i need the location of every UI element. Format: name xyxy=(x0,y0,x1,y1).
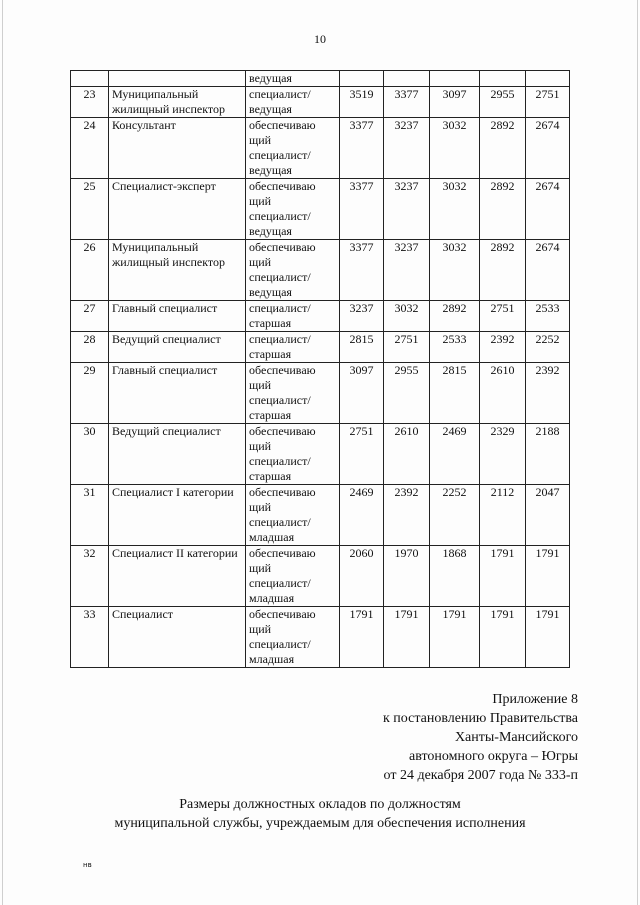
salary-value-cell xyxy=(480,71,526,87)
category-cell: ведущая xyxy=(246,71,340,87)
table-row xyxy=(71,179,570,240)
salary-value-cell: 2060 xyxy=(340,546,384,607)
salary-value-cell: 3032 xyxy=(430,118,480,179)
category-cell: обеспечиваю щий специалист/ ведущая xyxy=(246,118,340,179)
salary-value-cell: 2674 xyxy=(526,179,570,240)
position-cell: Ведущий специалист xyxy=(109,332,246,363)
category-cell: обеспечиваю щий специалист/ младшая xyxy=(246,546,340,607)
salary-table xyxy=(70,70,570,668)
table-row xyxy=(71,546,570,607)
table-row xyxy=(71,71,570,87)
salary-value-cell: 2955 xyxy=(384,363,430,424)
salary-value-cell: 2892 xyxy=(480,118,526,179)
appendix-line: автономного округа – Югры xyxy=(409,749,578,764)
salary-value-cell xyxy=(430,71,480,87)
salary-value-cell: 3377 xyxy=(384,87,430,118)
salary-value-cell: 1791 xyxy=(384,607,430,668)
salary-value-cell: 3377 xyxy=(340,240,384,301)
appendix-header xyxy=(383,690,578,785)
salary-value-cell: 2047 xyxy=(526,485,570,546)
position-cell: Главный специалист xyxy=(109,363,246,424)
title-line: Размеры должностных окладов по должностям xyxy=(179,797,461,812)
salary-value-cell xyxy=(526,71,570,87)
salary-value-cell: 3237 xyxy=(384,179,430,240)
salary-value-cell: 2610 xyxy=(480,363,526,424)
table-row xyxy=(71,118,570,179)
salary-value-cell: 1791 xyxy=(526,546,570,607)
salary-value-cell: 2252 xyxy=(430,485,480,546)
row-number-cell: 24 xyxy=(71,118,109,179)
salary-value-cell: 2188 xyxy=(526,424,570,485)
salary-value-cell: 2892 xyxy=(430,301,480,332)
table-row xyxy=(71,332,570,363)
table-row xyxy=(71,485,570,546)
salary-value-cell: 2751 xyxy=(340,424,384,485)
salary-value-cell: 1970 xyxy=(384,546,430,607)
salary-value-cell: 3032 xyxy=(430,240,480,301)
salary-value-cell: 3097 xyxy=(340,363,384,424)
footer-mark: нв xyxy=(83,861,92,869)
salary-value-cell: 2469 xyxy=(430,424,480,485)
salary-value-cell: 3519 xyxy=(340,87,384,118)
salary-value-cell: 3237 xyxy=(340,301,384,332)
salary-value-cell: 1868 xyxy=(430,546,480,607)
position-cell: Специалист I категории xyxy=(109,485,246,546)
row-number-cell: 29 xyxy=(71,363,109,424)
category-cell: специалист/ старшая xyxy=(246,332,340,363)
salary-value-cell: 2252 xyxy=(526,332,570,363)
appendix-line: Приложение 8 xyxy=(492,692,578,707)
page-edge-right xyxy=(637,0,638,905)
table-row xyxy=(71,424,570,485)
row-number-cell: 23 xyxy=(71,87,109,118)
row-number-cell xyxy=(71,71,109,87)
row-number-cell: 27 xyxy=(71,301,109,332)
salary-value-cell: 1791 xyxy=(480,546,526,607)
salary-value-cell: 2392 xyxy=(526,363,570,424)
table-row xyxy=(71,240,570,301)
salary-value-cell: 2392 xyxy=(384,485,430,546)
row-number-cell: 25 xyxy=(71,179,109,240)
salary-value-cell: 2751 xyxy=(480,301,526,332)
salary-value-cell: 3032 xyxy=(430,179,480,240)
salary-value-cell: 2892 xyxy=(480,240,526,301)
salary-value-cell: 2112 xyxy=(480,485,526,546)
salary-value-cell: 2892 xyxy=(480,179,526,240)
salary-value-cell: 2392 xyxy=(480,332,526,363)
row-number-cell: 30 xyxy=(71,424,109,485)
position-cell: Специалист-эксперт xyxy=(109,179,246,240)
salary-value-cell: 1791 xyxy=(480,607,526,668)
position-cell: Муниципальный жилищный инспектор xyxy=(109,87,246,118)
salary-value-cell: 3237 xyxy=(384,118,430,179)
salary-value-cell: 3097 xyxy=(430,87,480,118)
row-number-cell: 28 xyxy=(71,332,109,363)
salary-value-cell: 2533 xyxy=(526,301,570,332)
salary-value-cell: 3377 xyxy=(340,179,384,240)
salary-value-cell xyxy=(384,71,430,87)
position-cell: Муниципальный жилищный инспектор xyxy=(109,240,246,301)
position-cell: Специалист II категории xyxy=(109,546,246,607)
salary-value-cell: 3237 xyxy=(384,240,430,301)
row-number-cell: 33 xyxy=(71,607,109,668)
salary-value-cell: 2751 xyxy=(526,87,570,118)
salary-value-cell: 2955 xyxy=(480,87,526,118)
page-number: 10 xyxy=(314,32,326,46)
title-line: муниципальной службы, учреждаемым для обеспечения исполнения xyxy=(114,816,526,831)
salary-value-cell: 1791 xyxy=(526,607,570,668)
salary-value-cell: 2329 xyxy=(480,424,526,485)
position-cell: Ведущий специалист xyxy=(109,424,246,485)
salary-value-cell: 1791 xyxy=(430,607,480,668)
table-row xyxy=(71,607,570,668)
appendix-line: к постановлению Правительства xyxy=(382,711,578,726)
row-number-cell: 32 xyxy=(71,546,109,607)
salary-value-cell: 3377 xyxy=(340,118,384,179)
salary-value-cell: 2533 xyxy=(430,332,480,363)
salary-value-cell: 1791 xyxy=(340,607,384,668)
position-cell: Консультант xyxy=(109,118,246,179)
position-cell: Главный специалист xyxy=(109,301,246,332)
category-cell: обеспечиваю щий специалист/ старшая xyxy=(246,363,340,424)
position-cell: Специалист xyxy=(109,607,246,668)
category-cell: обеспечиваю щий специалист/ ведущая xyxy=(246,240,340,301)
salary-value-cell: 2815 xyxy=(430,363,480,424)
salary-value-cell: 2610 xyxy=(384,424,430,485)
section-title xyxy=(0,795,640,833)
table-body xyxy=(71,71,570,668)
table-row xyxy=(71,363,570,424)
salary-value-cell: 2674 xyxy=(526,118,570,179)
table-row xyxy=(71,301,570,332)
row-number-cell: 26 xyxy=(71,240,109,301)
position-cell xyxy=(109,71,246,87)
salary-value-cell: 3032 xyxy=(384,301,430,332)
salary-value-cell xyxy=(340,71,384,87)
category-cell: специалист/ ведущая xyxy=(246,87,340,118)
category-cell: специалист/ старшая xyxy=(246,301,340,332)
appendix-line: от 24 декабря 2007 года № 333-п xyxy=(383,768,578,783)
category-cell: обеспечиваю щий специалист/ младшая xyxy=(246,485,340,546)
table-row xyxy=(71,87,570,118)
salary-value-cell: 2469 xyxy=(340,485,384,546)
row-number-cell: 31 xyxy=(71,485,109,546)
category-cell: обеспечиваю щий специалист/ ведущая xyxy=(246,179,340,240)
salary-value-cell: 2751 xyxy=(384,332,430,363)
category-cell: обеспечиваю щий специалист/ старшая xyxy=(246,424,340,485)
category-cell: обеспечиваю щий специалист/ младшая xyxy=(246,607,340,668)
salary-value-cell: 2815 xyxy=(340,332,384,363)
page-edge-left xyxy=(2,0,3,905)
appendix-line: Ханты-Мансийского xyxy=(454,730,578,745)
salary-value-cell: 2674 xyxy=(526,240,570,301)
